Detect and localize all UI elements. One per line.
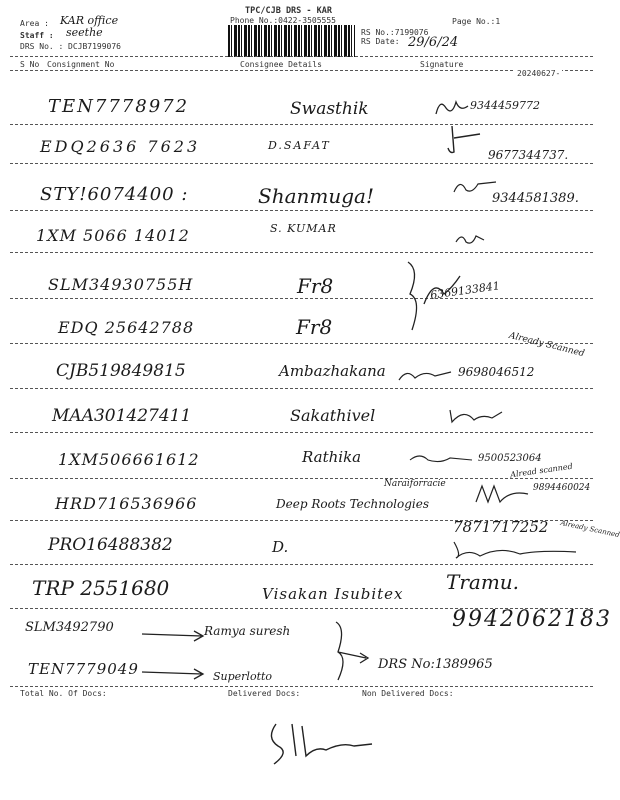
row-4-consignee: S. KUMAR <box>270 222 337 235</box>
staff-value: seethe <box>66 26 103 39</box>
signature-scribble <box>406 450 476 468</box>
row-10-phone: 9894460024 <box>533 483 591 493</box>
rs-date-label: RS Date: <box>361 37 400 46</box>
page-number: Page No.:1 <box>452 17 501 26</box>
row-14-consignee: Superlotto <box>213 670 273 683</box>
col-consignee: Consignee Details <box>240 60 322 69</box>
barcode <box>228 25 355 57</box>
row-9-consignment: 1XM506661612 <box>58 450 200 469</box>
row-10-consignee: Deep Roots Technologies <box>276 497 430 511</box>
signature-scribble <box>432 96 472 120</box>
staff-label: Staff : <box>20 31 54 40</box>
row-divider <box>10 478 593 479</box>
row-divider <box>10 124 593 125</box>
row-11-phone: 7871717252 <box>453 518 549 536</box>
signature-scribble <box>452 228 488 248</box>
row-12-consignment: TRP 2551680 <box>32 576 170 600</box>
signature-scribble <box>450 538 580 564</box>
footer-divider <box>10 686 593 687</box>
row-10-consignment: HRD716536966 <box>55 494 198 513</box>
row-11-consignment: PRO16488382 <box>48 535 173 555</box>
signature-scribble <box>450 176 500 198</box>
row-1-phone: 9344459772 <box>470 99 540 112</box>
row-5-phone: 6369133841 <box>429 279 501 302</box>
row-divider <box>10 564 593 565</box>
row-9-consignee: Rathika <box>302 448 362 466</box>
row-8-consignee: Sakathivel <box>290 406 376 425</box>
row-7-consignment: CJB519849815 <box>56 361 186 381</box>
note-thramu: Tramu. <box>446 570 520 594</box>
note-already-scanned-2: Alread scanned <box>509 461 574 480</box>
signature-scribble <box>444 124 484 156</box>
row-divider <box>10 343 593 344</box>
delivered-docs: Delivered Docs: <box>228 689 301 698</box>
rs-number: RS No.:7199076 <box>361 28 429 37</box>
row-5-consignment: SLM34930755H <box>48 275 194 294</box>
row-6-consignment: EDQ 25642788 <box>58 318 195 337</box>
row-3-phone: 9344581389. <box>492 191 579 206</box>
col-signature: Signature <box>420 60 464 69</box>
rs-date-value: 29/6/24 <box>408 35 459 50</box>
row-13-consignment: SLM3492790 <box>25 620 114 635</box>
note-already-scanned-3: Already Scanned <box>559 518 620 540</box>
signature-scribble <box>262 716 382 770</box>
row-9-phone: 9500523064 <box>478 453 542 464</box>
date-stamp: 20240627- <box>517 69 561 78</box>
row-divider <box>10 432 593 433</box>
note-naraiforracie: Naraiforracie <box>384 479 446 489</box>
header-divider <box>10 56 593 57</box>
area-label: Area : <box>20 19 49 28</box>
non-delivered-docs: Non Delivered Docs: <box>362 689 454 698</box>
area-value: KAR office <box>60 14 119 27</box>
row-5-consignee: Fr8 <box>297 274 334 298</box>
row-1-consignment: TEN7778972 <box>48 96 190 117</box>
total-docs: Total No. Of Docs: <box>20 689 107 698</box>
signature-scribble <box>472 482 532 506</box>
arrow-icons <box>140 622 210 682</box>
signature-scribble <box>398 258 468 338</box>
row-7-phone: 9698046512 <box>458 365 535 379</box>
note-drs-ref: DRS No:1389965 <box>378 657 493 672</box>
row-1-consignee: Swasthik <box>290 99 369 119</box>
row-3-consignee: Shanmuga! <box>258 184 374 208</box>
note-already-scanned-1: Already Scanned <box>507 330 586 360</box>
row-8-consignment: MAA301427411 <box>52 406 192 426</box>
row-divider <box>10 298 593 299</box>
row-2-consignment: EDQ2636 7623 <box>40 137 201 156</box>
row-7-consignee: Ambazhakana <box>279 362 386 380</box>
row-4-consignment: 1XM 5066 14012 <box>36 226 190 245</box>
row-2-phone: 9677344737. <box>488 148 569 162</box>
drs-label: DRS No. : <box>20 42 64 51</box>
row-3-consignment: STY!6074400 : <box>40 184 189 205</box>
column-divider <box>10 70 593 71</box>
row-6-consignee: Fr8 <box>296 315 333 339</box>
drs-value: DCJB7199076 <box>68 42 121 51</box>
row-2-consignee: D.SAFAT <box>268 139 331 152</box>
signature-scribble <box>446 406 506 426</box>
row-13-consignee: Ramya suresh <box>204 624 291 638</box>
bracket-icon <box>326 618 376 688</box>
row-divider <box>10 210 593 211</box>
row-divider <box>10 163 593 164</box>
row-12-consignee: Visakan Isubitex <box>262 585 404 603</box>
row-14-consignment: TEN7779049 <box>28 660 139 678</box>
signature-scribble <box>395 364 455 386</box>
row-divider <box>10 388 593 389</box>
col-sno: S No <box>20 60 40 69</box>
row-11-consignee: D. <box>272 538 289 556</box>
phone-number: Phone No.:0422-3505555 <box>230 16 336 25</box>
row-12-phone: 9942062183 <box>452 607 612 632</box>
row-divider <box>10 252 593 253</box>
col-consignment: Consignment No <box>47 60 115 69</box>
doc-title: TPC/CJB DRS - KAR <box>245 6 332 16</box>
